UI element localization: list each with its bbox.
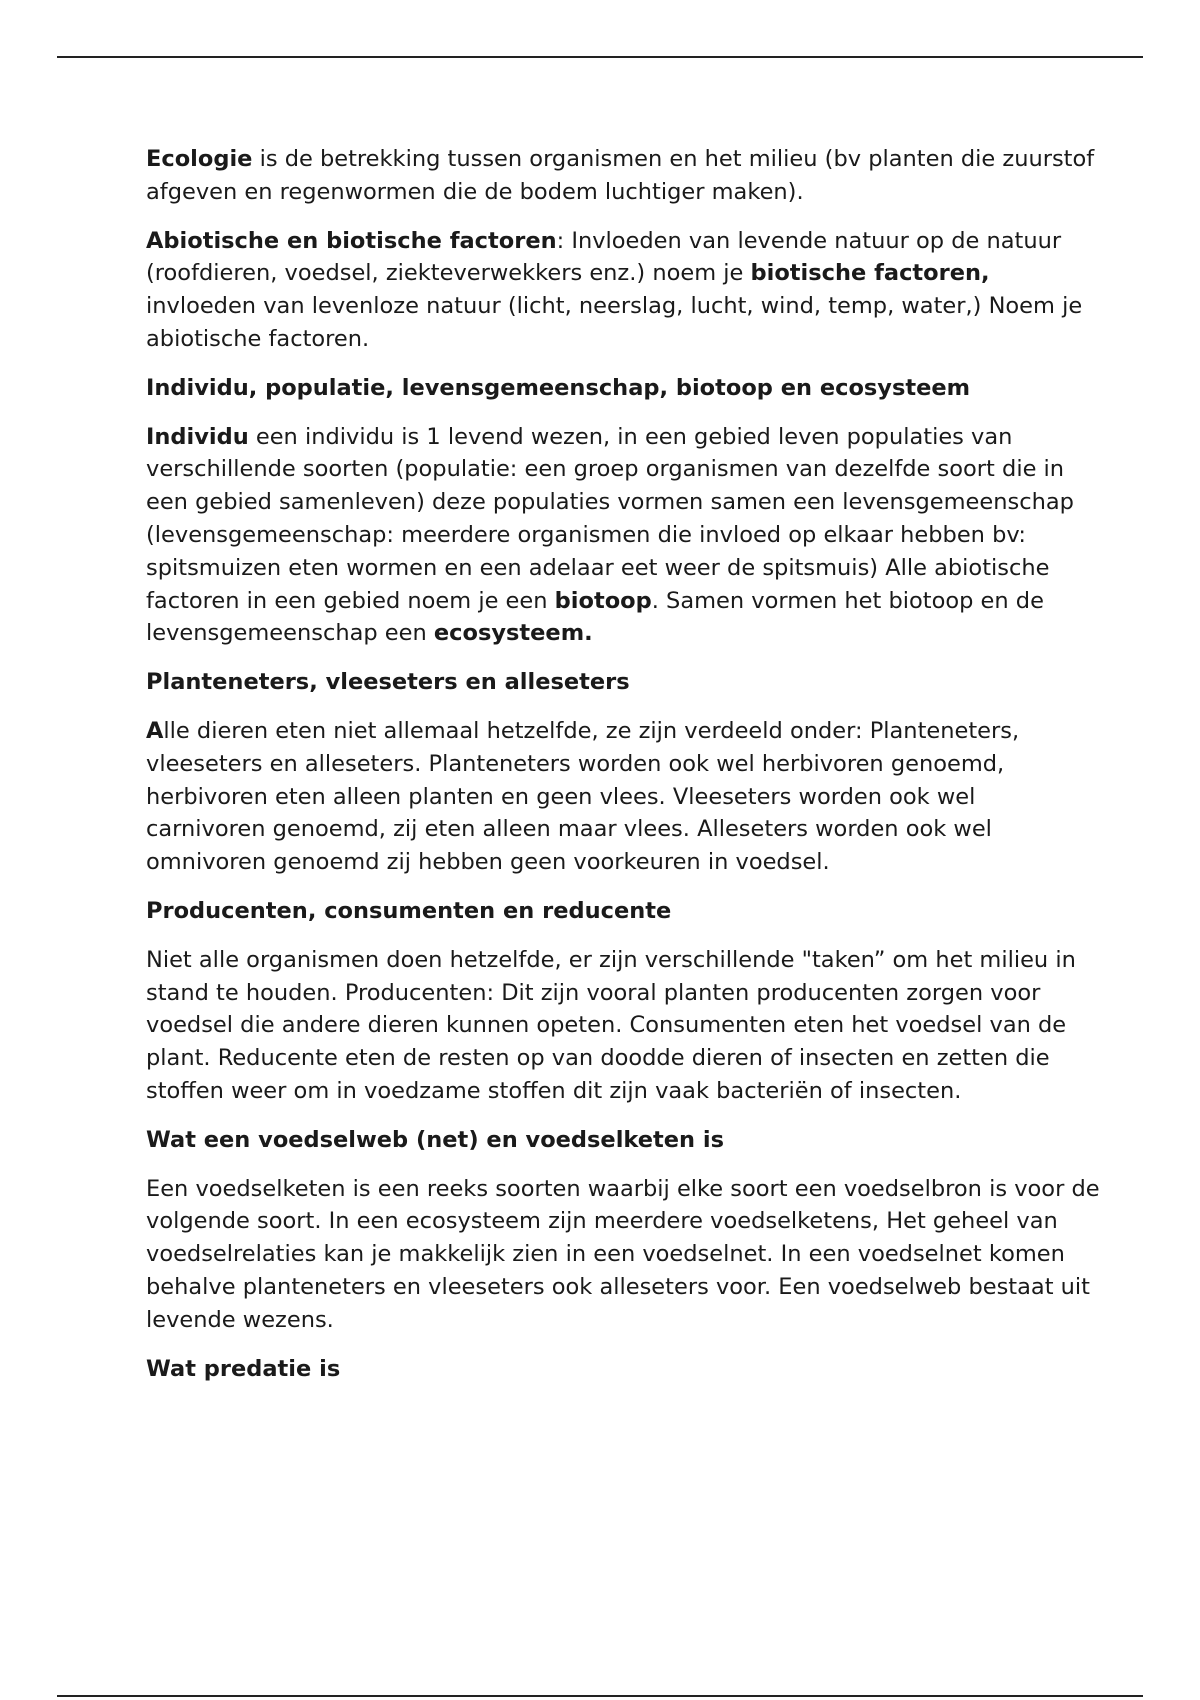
footer-rule [57,1695,1143,1697]
paragraph-factoren: Abiotische en biotische factoren: Invloeden van levende natuur op de natuur (roofdieren, voedsel, ziekteverwekkers enz.) noem je biotische factoren, invloeden van levenloze natuur (licht, neerslag, lucht, wind, temp, water,) Noem je abiotische factoren. [146,227,1083,352]
heading-individu-ecosysteem: Individu, populatie, levensgemeenschap, biotoop en ecosysteem [146,374,971,401]
paragraph-individu: Individu een individu is 1 levend wezen, in een gebied leven populaties van verschillende soorten (populatie: een groep organismen van dezelfde soort die in een gebied samenleven) deze populaties vormen samen een levensgemeenschap (levensgemeenschap: meerdere organismen die invloed op elkaar hebben bv: spitsmuizen eten wormen en een adelaar eet weer de spitsmuis) Alle abiotische factoren in een gebied noem je een biotoop. Samen vormen het biotoop en de levensgemeenschap een ecosysteem. [146,423,1074,647]
dropcap-a: A [146,717,164,744]
paragraph-voedselweb: Een voedselketen is een reeks soorten waarbij elke soort een voedselbron is voor de volgende soort. In een ecosysteem zijn meerdere voedselketens, Het geheel van voedselrelaties kan je makkelijk zien in een voedselnet. In een voedselnet komen behalve planteneters en vleeseters ook alleseters voor. Een voedselweb bestaat uit levende wezens. [146,1175,1100,1333]
heading-eters: Planteneters, vleeseters en alleseters [146,669,630,696]
heading-predatie: Wat predatie is [146,1355,341,1382]
term-abiotische-biotische: Abiotische en biotische factoren [146,227,557,254]
header-rule [57,56,1143,58]
heading-producenten: Producenten, consumenten en reducente [146,897,672,924]
document-body [146,143,1101,1401]
term-ecologie: Ecologie [146,146,253,172]
paragraph-ecologie: Ecologie is de betrekking tussen organismen en het milieu (bv planten die zuurstof afgeven en regenwormen die de bodem luchtiger maken). [146,146,1095,205]
term-ecosysteem: ecosysteem. [433,620,593,647]
term-biotische-factoren: biotische factoren, [750,260,990,287]
term-individu: Individu [146,423,249,450]
paragraph-eters: Alle dieren eten niet allemaal hetzelfde, ze zijn verdeeld onder: Planteneters, vleeseters en alleseters. Planteneters worden ook wel herbivoren genoemd, herbivoren eten alleen planten en geen vlees. Vleeseters worden ook wel carnivoren genoemd, zij eten alleen maar vlees. Alleseters worden ook wel omnivoren genoemd zij hebben geen voorkeuren in voedsel. [146,717,1020,876]
paragraph-producenten: Niet alle organismen doen hetzelfde, er zijn verschillende "taken” om het milieu in stand te houden. Producenten: Dit zijn vooral planten producenten zorgen voor voedsel die andere dieren kunnen opeten. Consumenten eten het voedsel van de plant. Reducente eten de resten op van doodde dieren of insecten en zetten die stoffen weer om in voedzame stoffen dit zijn vaak bacteriën of insecten. [146,946,1076,1104]
heading-voedselweb: Wat een voedselweb (net) en voedselketen is [146,1126,724,1153]
term-biotoop: biotoop [554,587,652,614]
